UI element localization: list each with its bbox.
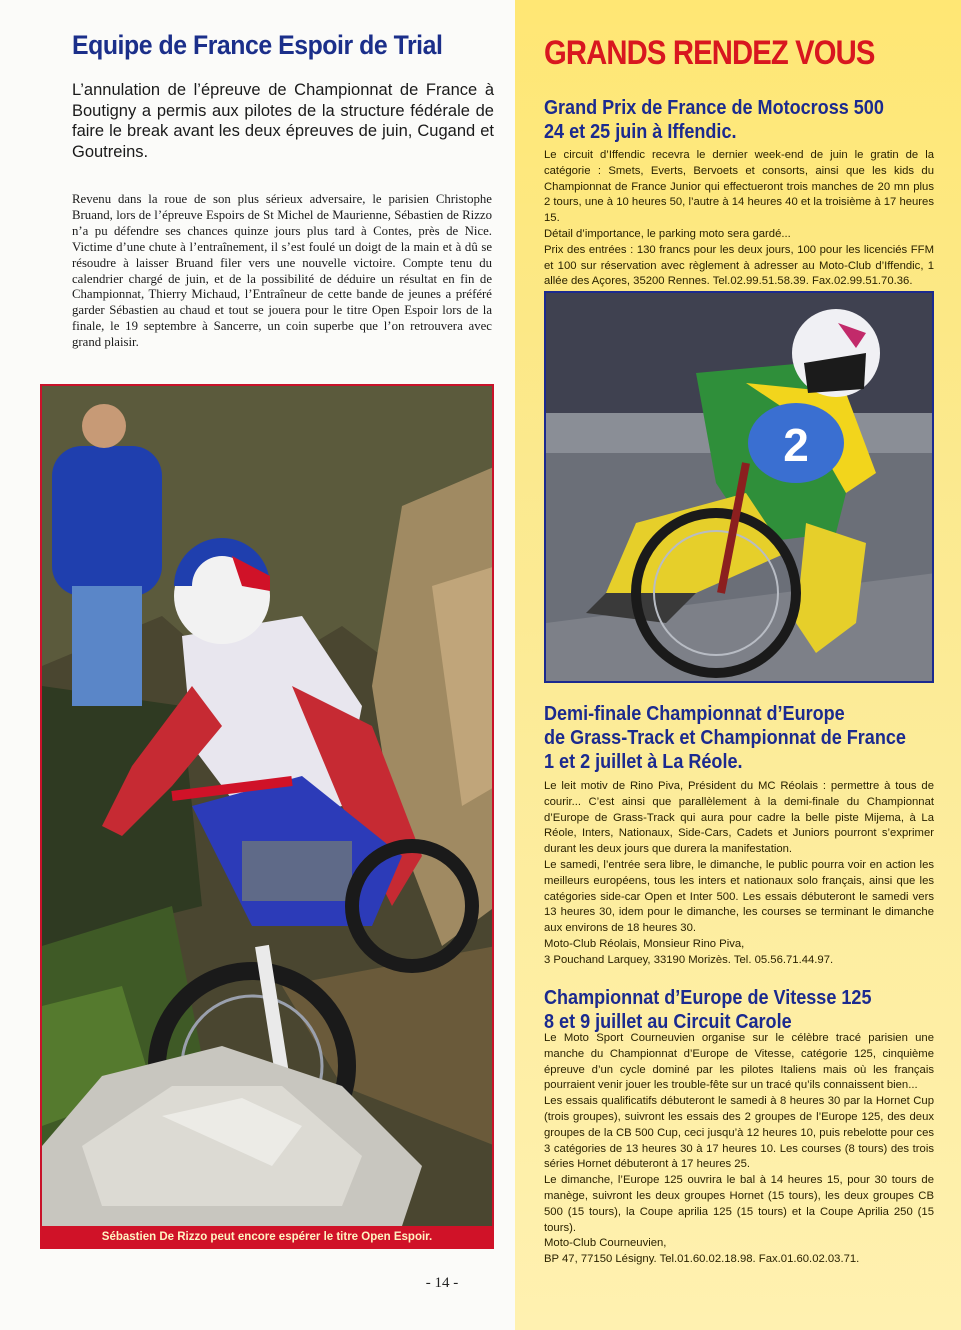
event-body-grasstrack xyxy=(544,779,934,969)
article-body: Revenu dans la roue de son plus sérieux adversaire, le parisien Christophe Bruand, lors de l’épreuve Espoirs de St Michel de Maurienne, Sébastien de Rizzo n’a pu défendre ses chances quinze jours plus tard à Contes, près de Nice. Victime d’une chute à l’entraînement, il s’est foulé un doigt de la main et à dû se résoudre à laisser Bruand filer vers une nouvelle victoire. Compte tenu du calendrier chargé de juin, et de la possibilité de déduire un résultat en fin de Championnat, Thierry Michaud, l’Entraîneur de cette bande de jeunes a préféré garder Sébastien au chaud et tout se jouera pour le titre Open Espoir lors de la finale, le 19 septembre à Sancerre, un coin superbe que l’on retrouvera avec grand plaisir. xyxy=(72,192,492,350)
speedway-rider-photo xyxy=(544,291,934,683)
event-title-motocross xyxy=(544,96,884,144)
title-line: Demi-finale Championnat d’Europe xyxy=(544,702,845,725)
event-title-grasstrack xyxy=(544,702,906,774)
event-title-vitesse xyxy=(544,986,871,1034)
photo-caption: Sébastien De Rizzo peut encore espérer le titre Open Espoir. xyxy=(40,1226,494,1249)
paragraph: 3 Pouchand Larquey, 33190 Morizès. Tel. 05.56.71.44.97. xyxy=(544,953,834,966)
title-line: 8 et 9 juillet au Circuit Carole xyxy=(544,1010,792,1033)
paragraph: Le circuit d’Iffendic recevra le dernier week-end de juin le gratin de la catégorie : Smets, Everts, Bervoets et consorts, ainsi que les kids du Championnat de France Junior qui effectueront trois manches de 20 mn plus 2 tours, une à 10 heures 50, l’autre à 14 heures 40 et la troisième à 17 heures 15. xyxy=(544,149,934,225)
paragraph: Le dimanche, l’Europe 125 ouvrira le bal à 14 heures 15, pour 30 tours de manège, suivront les deux groupes Hornet (15 tours), les deux groupes CB 500 (15 tours), la Coupe aprilia 125 (15 tours) et la Coupe Aprilia 250 (15 tours). xyxy=(544,1174,934,1234)
title-line: Grand Prix de France de Motocross 500 xyxy=(544,96,884,119)
section-header: GRANDS RENDEZ VOUS xyxy=(544,34,875,72)
title-line: 1 et 2 juillet à La Réole. xyxy=(544,750,743,773)
title-line: Championnat d’Europe de Vitesse 125 xyxy=(544,986,872,1009)
title-line: de Grass-Track et Championnat de France xyxy=(544,726,906,749)
paragraph: BP 47, 77150 Lésigny. Tel.01.60.02.18.98. Fax.01.60.02.03.71. xyxy=(544,1253,860,1266)
title-line: 24 et 25 juin à Iffendic. xyxy=(544,120,737,143)
paragraph: Détail d’importance, le parking moto sera gardé... xyxy=(544,227,791,240)
paragraph: Moto-Club Réolais, Monsieur Rino Piva, xyxy=(544,937,745,950)
event-body-vitesse xyxy=(544,1031,934,1268)
paragraph: Moto-Club Courneuvien, xyxy=(544,1237,667,1250)
paragraph: Prix des entrées : 130 francs pour les deux jours, 100 pour les licenciés FFM et 100 sur réservation avec règlement à adresser au Moto-Club d’Iffendic, 1 allée des Açores, 35200 Rennes. Tel.02.99.51.58.39. Fax.02.99.51.70.36. xyxy=(544,243,934,288)
paragraph: Le Moto Sport Courneuvien organise sur le célèbre tracé parisien une manche du Championnat d’Europe de Vitesse, catégorie 125, cinquième épreuve d’un cycle dominé par les pilotes Italiens mais où les français pourraient venir jouer les trouble-fête sur un tracé qu’ils connaissent bien... xyxy=(544,1032,934,1092)
paragraph: Les essais qualificatifs débuteront le samedi à 8 heures 30 par la Hornet Cup (trois groupes), suivront les essais des 2 groupes de l’Europe 125, des deux groupes de la CB 500 Cup, ceci jusqu’à 12 heures 10, puis rebelotte pour ces 3 catégories de 13 heures 30 à 17 heures 10. Les courses (8 tours) des trois séries Hornet débuteront à 17 heures 25. xyxy=(544,1095,934,1171)
paragraph: Le samedi, l’entrée sera libre, le dimanche, le public pourra voir en action les meilleurs européens, tous les inters et nationaux solo français, ainsi que les catégories side-car Open et Inter 500. Les essais débuteront le samedi vers 13 heures 30, idem pour le dimanche, les courses se terminant le dimanche aux environs de 18 heures 30. xyxy=(544,858,934,935)
event-body-motocross xyxy=(544,148,934,290)
article-intro: L’annulation de l’épreuve de Championnat de France à Boutigny a permis aux pilotes de la structure fédérale de faire le break avant les deux épreuves de juin, Cugand et Goutreins. xyxy=(72,81,494,161)
article-title: Equipe de France Espoir de Trial xyxy=(72,30,443,60)
trial-rider-photo xyxy=(40,384,494,1249)
bib-number: 2 xyxy=(783,419,809,471)
paragraph: Le leit motiv de Rino Piva, Président du MC Réolais : permettre à tous de courir... C’est ainsi que parallèlement à la demi-finale du Championnat d’Europe de Grass-Track qui aura pour cadre la belle piste Mijema, à La Réole, Inters, Nationaux, Side-Cars, Cadets et Juniors pourront s’exprimer durant les deux jours que durera la manifestation. xyxy=(544,780,934,856)
page-number: - 14 - xyxy=(425,1275,459,1291)
